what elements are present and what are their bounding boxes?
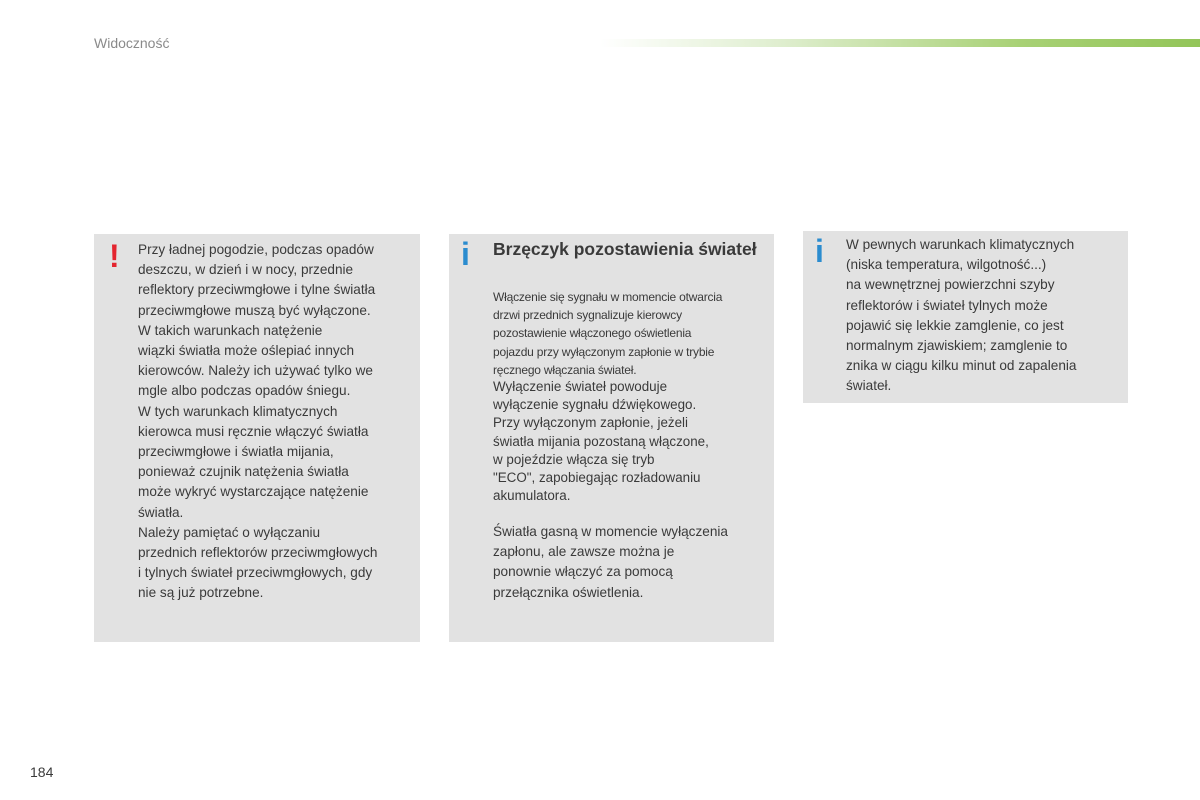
info-fog-text: W pewnych warunkach klimatycznych (niska temperatura, wilgotność...) na wewnętrznej powierzchni szyby reflektorów i świateł tylnych może pojawić się lekkie zamglenie, co jest normalnym zjawiskiem; zamglenie to znika w ciągu kilku minut od zapalenia świateł.	[846, 237, 1077, 394]
warning-box	[94, 234, 420, 642]
page-number: 184	[30, 764, 54, 780]
info-heading: Brzęczyk pozostawienia świateł	[493, 239, 757, 259]
warning-icon: !	[109, 238, 120, 274]
info-note-text: Światła gasną w momencie wyłączenia zapłonu, ale zawsze można je ponownie włączyć za pomocą przełącznika oświetlenia.	[493, 524, 728, 600]
info-icon: i	[461, 236, 470, 272]
info-icon: i	[815, 233, 824, 269]
section-title: Widoczność	[94, 35, 170, 51]
info-box-buzzer	[449, 234, 774, 642]
header-accent-bar	[600, 39, 1200, 47]
warning-text: Przy ładnej pogodzie, podczas opadów deszczu, w dzień i w nocy, przednie reflektory przeciwmgłowe i tylne światła przeciwmgłowe muszą być wyłączone. W takich warunkach natężenie wiązki światła może oślepiać innych kierowców. Należy ich używać tylko we mgle albo podczas opadów śniegu. W tych warunkach klimatycznych kierowca musi ręcznie włączyć światła przeciwmgłowe i światła mijania, ponieważ czujnik natężenia światła może wykryć wystarczające natężenie światła. Należy pamiętać o wyłączaniu przednich reflektorów przeciwmgłowych i tylnych świateł przeciwmgłowych, gdy nie są już potrzebne.	[138, 242, 378, 601]
info-box-fog	[803, 231, 1128, 403]
info-body-text: Wyłączenie świateł powoduje wyłączenie sygnału dźwiękowego. Przy wyłączonym zapłonie, jeżeli światła mijania pozostaną włączone, w pojeździe włącza się tryb "ECO", zapobiegając rozładowaniu akumulatora.	[493, 379, 709, 504]
info-intro-text: Włączenie się sygnału w momencie otwarcia drzwi przednich sygnalizuje kierowcy pozostawienie włączonego oświetlenia pojazdu przy wyłączonym zapłonie w trybie ręcznego włączania świateł.	[493, 290, 723, 377]
